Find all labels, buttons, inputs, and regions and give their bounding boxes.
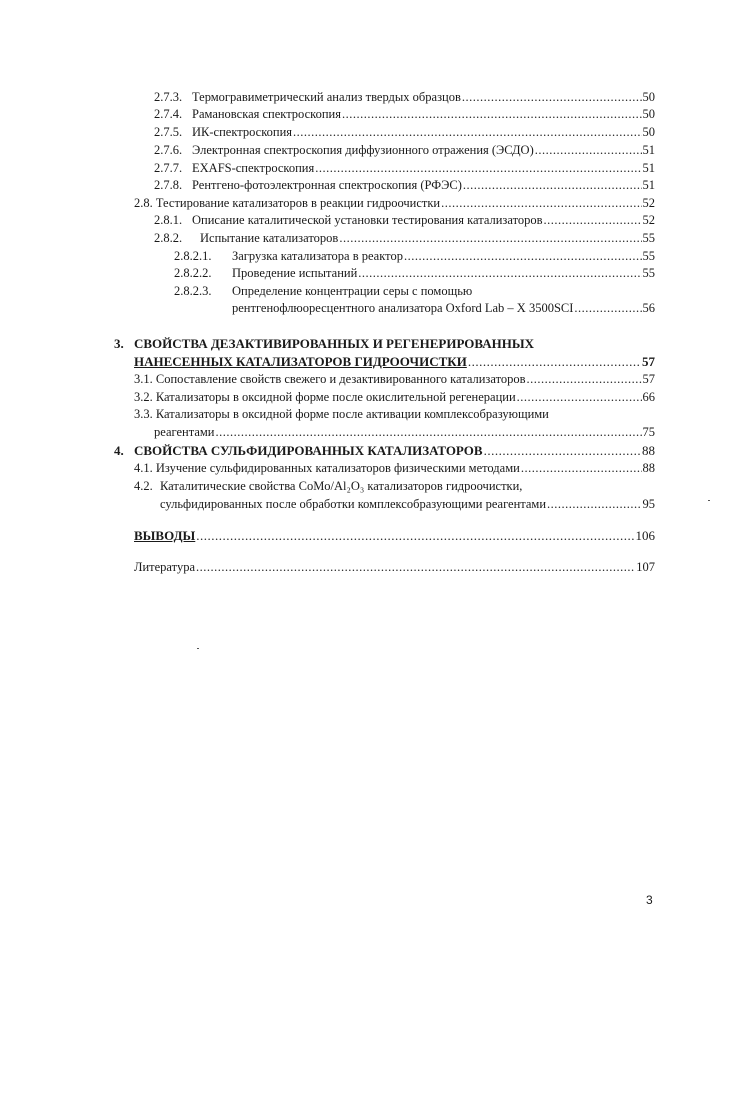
- toc-number: 3.: [114, 336, 124, 351]
- toc-leader: [196, 527, 634, 544]
- toc-conclusions[interactable]: [134, 527, 655, 544]
- toc-page: 66: [642, 390, 655, 404]
- toc-leader: [293, 124, 641, 141]
- toc-title: Испытание катализаторов: [200, 231, 339, 245]
- toc-title: 4.1. Изучение сульфидированных катализаторов физическими методами: [134, 461, 520, 475]
- toc-entry-2-8-2-3[interactable]: [174, 283, 472, 300]
- page-number: 3: [646, 893, 653, 907]
- toc-title: 3.1. Сопоставление свойств свежего и дезактивированного катализаторов: [134, 372, 526, 386]
- toc-leader: [547, 496, 641, 513]
- toc-chapter-3[interactable]: [114, 335, 534, 352]
- toc-title: 2.8. Тестирование катализаторов в реакции гидроочистки: [134, 196, 441, 210]
- toc-entry-2-7-4[interactable]: [154, 106, 655, 123]
- toc-page: 106: [635, 528, 655, 543]
- toc-entry-3-1[interactable]: [134, 371, 655, 388]
- toc-page: 51: [642, 143, 655, 157]
- toc-page: 55: [642, 231, 655, 245]
- toc-entry-3-2[interactable]: [134, 389, 655, 406]
- toc-title: СВОЙСТВА СУЛЬФИДИРОВАННЫХ КАТАЛИЗАТОРОВ: [134, 443, 483, 458]
- toc-entry-2-8[interactable]: [134, 195, 655, 212]
- toc-leader: [342, 106, 642, 123]
- toc-entry-4-2[interactable]: [134, 478, 522, 495]
- toc-page: 57: [642, 372, 655, 386]
- toc-leader: [404, 248, 642, 265]
- toc-entry-2-8-2-2[interactable]: [174, 265, 655, 282]
- toc-title: ВЫВОДЫ: [134, 528, 196, 543]
- toc-page: 55: [642, 266, 655, 280]
- toc-number: 2.8.1.: [154, 213, 183, 227]
- toc-page: 55: [642, 249, 655, 263]
- toc-literature[interactable]: [134, 559, 655, 576]
- toc-leader: [215, 424, 641, 441]
- toc-entry-2-8-2-3-cont[interactable]: [232, 300, 655, 317]
- toc-leader: [544, 212, 642, 229]
- toc-page: 52: [642, 196, 655, 210]
- toc-page: 51: [642, 178, 655, 192]
- toc-leader: [521, 460, 642, 477]
- toc-leader: [484, 442, 641, 459]
- toc-leader: [535, 142, 642, 159]
- toc-entry-4-1[interactable]: [134, 460, 655, 477]
- toc-title-line1: Каталитические свойства CoMo/Al₂O₃ катализаторов гидроочистки,: [160, 479, 523, 493]
- toc-leader: [196, 559, 635, 576]
- toc-entry-3-3-cont[interactable]: [154, 424, 655, 441]
- toc-chapter-3-cont[interactable]: [134, 353, 655, 370]
- toc-leader: [468, 353, 641, 370]
- toc-title-line2: сульфидированных после обработки комплексобразующими реагентами: [160, 497, 547, 511]
- toc-leader: [462, 89, 642, 106]
- toc-number: 4.2.: [134, 479, 153, 493]
- toc-title-line2: рентгенофлюоресцентного анализатора Oxford Lab – X 3500SCI: [232, 301, 574, 315]
- toc-page: 88: [642, 443, 655, 458]
- toc-chapter-4[interactable]: [114, 442, 655, 459]
- toc-title: Проведение испытаний: [232, 266, 358, 280]
- toc-page: 51: [642, 161, 655, 175]
- toc-leader: [574, 300, 641, 317]
- toc-page: 52: [642, 213, 655, 227]
- toc-leader: [358, 265, 641, 282]
- scan-speck: [197, 648, 199, 649]
- toc-number: 2.8.2.1.: [174, 249, 212, 263]
- toc-title: 3.2. Катализаторы в оксидной форме после окислительной регенерации: [134, 390, 516, 404]
- toc-page: 75: [642, 425, 655, 439]
- toc-page: 95: [642, 497, 655, 511]
- toc-entry-3-3[interactable]: [134, 406, 549, 423]
- toc-page: 107: [636, 560, 655, 574]
- toc-page: 50: [642, 125, 655, 139]
- toc-title: Рамановская спектроскопия: [192, 107, 341, 121]
- toc-title-line2: реагентами: [154, 425, 215, 439]
- toc-number: 4.: [114, 443, 124, 458]
- toc-entry-2-7-6[interactable]: [154, 142, 655, 159]
- toc-title: Литература: [134, 560, 195, 574]
- toc-entry-2-7-3[interactable]: [154, 89, 655, 106]
- toc-leader: [517, 389, 642, 406]
- toc-title: Описание каталитической установки тестирования катализаторов: [192, 213, 543, 227]
- toc-entry-2-8-2-1[interactable]: [174, 248, 655, 265]
- toc-leader: [441, 195, 641, 212]
- toc-number: 2.7.6.: [154, 143, 183, 157]
- toc-title: Электронная спектроскопия диффузионного отражения (ЭСДО): [192, 143, 534, 157]
- toc-number: 2.7.8.: [154, 178, 183, 192]
- toc-title-line2: НАНЕСЕННЫХ КАТАЛИЗАТОРОВ ГИДРООЧИСТКИ: [134, 354, 467, 369]
- toc-title-line1: Определение концентрации серы с помощью: [232, 284, 473, 298]
- toc-page: 57: [642, 354, 655, 369]
- toc-page: 50: [642, 90, 655, 104]
- toc-number: 2.7.5.: [154, 125, 183, 139]
- toc-title-line1: 3.3. Катализаторы в оксидной форме после активации комплексобразующими: [134, 407, 549, 421]
- toc-number: 2.8.2.2.: [174, 266, 212, 280]
- toc-page: 56: [642, 301, 655, 315]
- toc-leader: [339, 230, 641, 247]
- toc-entry-2-7-8[interactable]: [154, 177, 655, 194]
- toc-title: Рентгено-фотоэлектронная спектроскопия (РФЭС): [192, 178, 462, 192]
- toc-leader: [463, 177, 642, 194]
- toc-number: 2.8.2.3.: [174, 284, 212, 298]
- toc-number: 2.7.3.: [154, 90, 183, 104]
- toc-page: 88: [642, 461, 655, 475]
- toc-title: Загрузка катализатора в реактор: [232, 249, 403, 263]
- toc-page: 50: [642, 107, 655, 121]
- toc-number: 2.7.4.: [154, 107, 183, 121]
- toc-entry-2-7-5[interactable]: [154, 124, 655, 141]
- scan-speck: [708, 500, 710, 501]
- toc-title: ИК-спектроскопия: [192, 125, 293, 139]
- toc-title-line1: СВОЙСТВА ДЕЗАКТИВИРОВАННЫХ И РЕГЕНЕРИРОВАННЫХ: [134, 336, 535, 351]
- toc-leader: [527, 371, 642, 388]
- toc-number: 2.7.7.: [154, 161, 183, 175]
- toc-entry-2-8-2[interactable]: [154, 230, 655, 247]
- toc-entry-2-8-1[interactable]: [154, 212, 655, 229]
- toc-title: Термогравиметрический анализ твердых образцов: [192, 90, 461, 104]
- toc-entry-4-2-cont[interactable]: [160, 496, 655, 513]
- toc-title: EXAFS-спектроскопия: [192, 161, 315, 175]
- toc-leader: [315, 160, 641, 177]
- toc-entry-2-7-7[interactable]: [154, 160, 655, 177]
- toc-number: 2.8.2.: [154, 231, 183, 245]
